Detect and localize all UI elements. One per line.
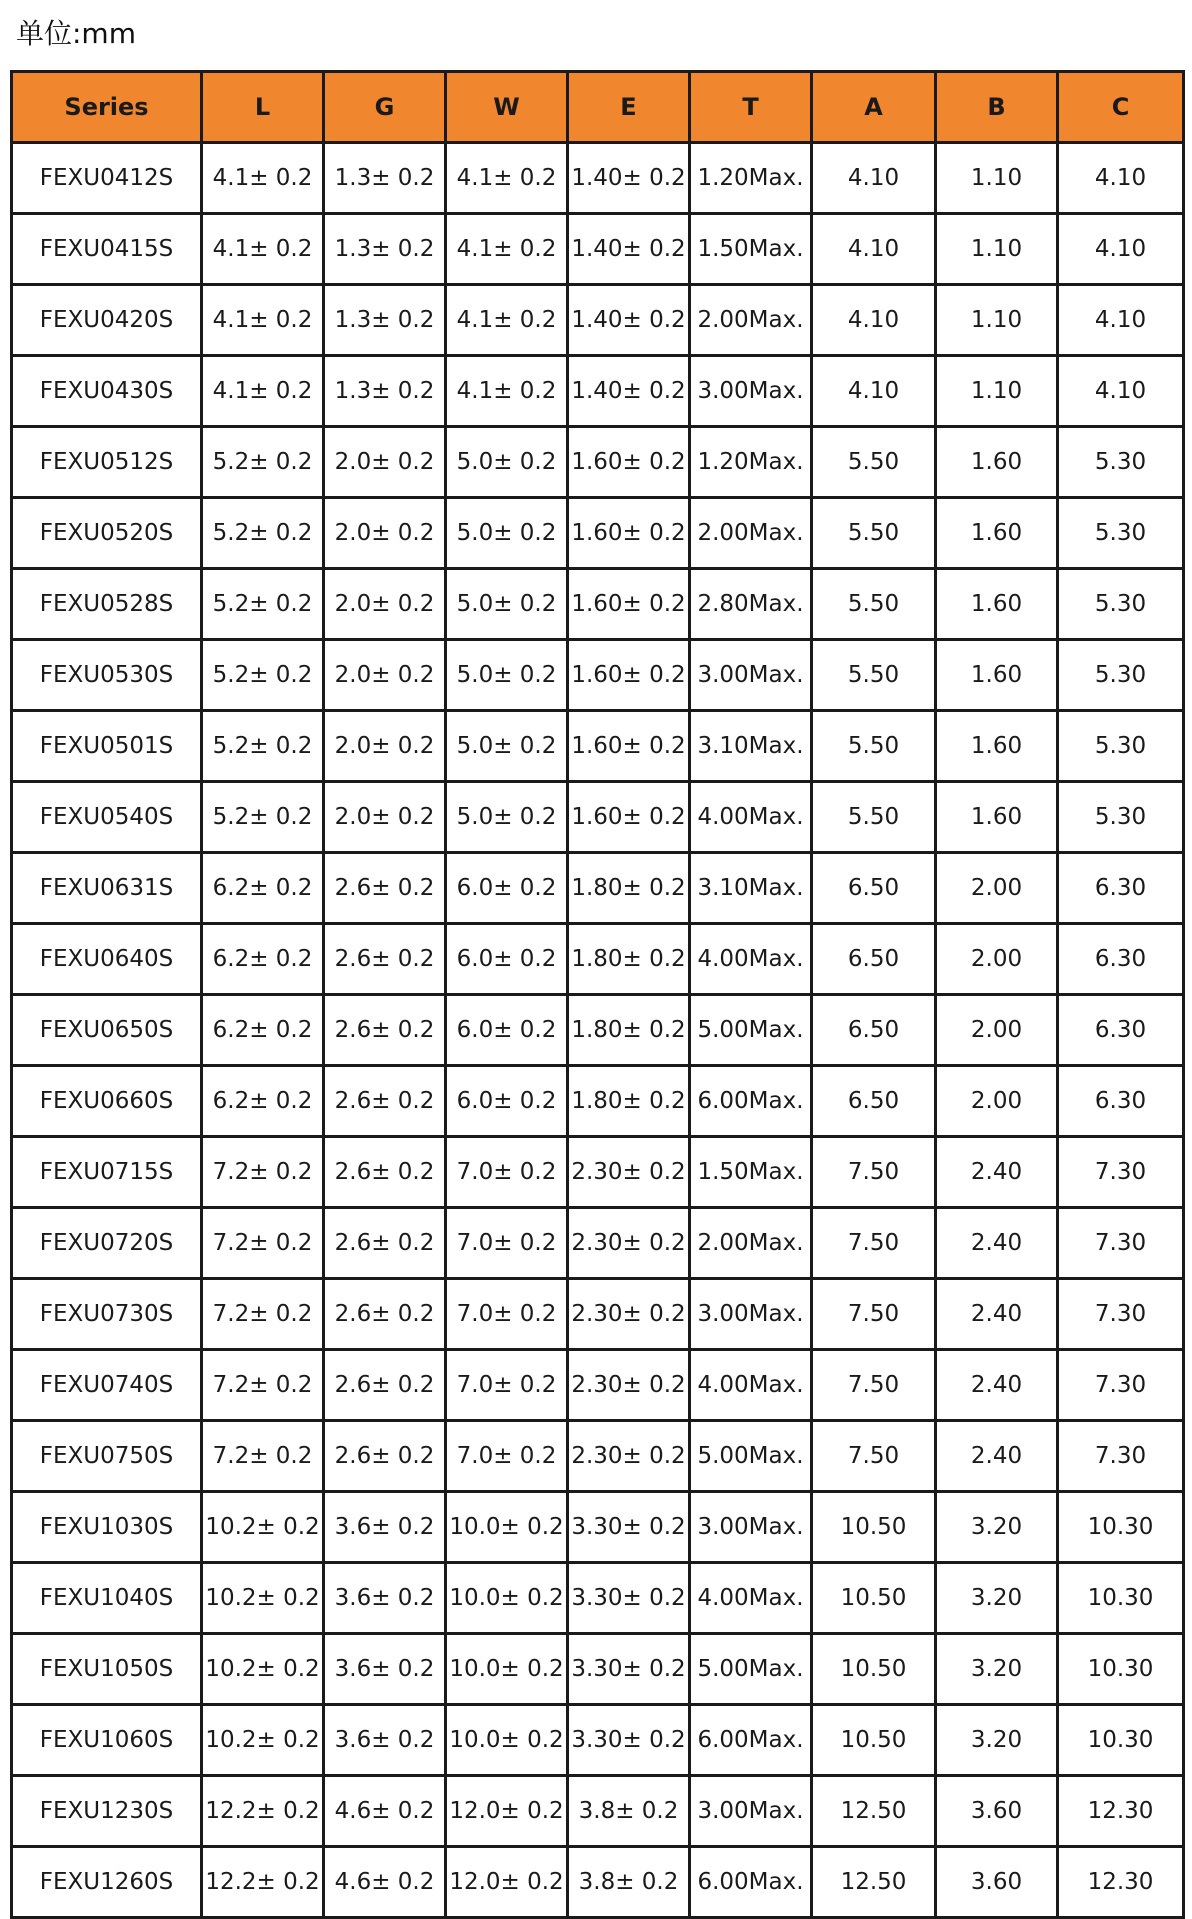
- cell-l: 5.2± 0.2: [202, 640, 324, 711]
- cell-a: 10.50: [812, 1563, 936, 1634]
- cell-g: 1.3± 0.2: [324, 214, 446, 285]
- cell-t: 6.00Max.: [690, 1705, 812, 1776]
- cell-l: 7.2± 0.2: [202, 1279, 324, 1350]
- cell-e: 1.80± 0.2: [568, 924, 690, 995]
- cell-a: 12.50: [812, 1847, 936, 1918]
- cell-w: 5.0± 0.2: [446, 427, 568, 498]
- cell-t: 1.50Max.: [690, 214, 812, 285]
- cell-c: 6.30: [1058, 995, 1184, 1066]
- cell-a: 4.10: [812, 143, 936, 214]
- table-header: [12, 72, 1184, 143]
- cell-b: 2.00: [936, 995, 1058, 1066]
- cell-b: 1.60: [936, 569, 1058, 640]
- column-header-b: B: [936, 72, 1058, 143]
- cell-e: 3.8± 0.2: [568, 1847, 690, 1918]
- cell-e: 2.30± 0.2: [568, 1279, 690, 1350]
- cell-b: 1.60: [936, 711, 1058, 782]
- cell-series: FEXU0660S: [12, 1066, 202, 1137]
- cell-a: 7.50: [812, 1208, 936, 1279]
- cell-c: 10.30: [1058, 1492, 1184, 1563]
- cell-e: 1.80± 0.2: [568, 853, 690, 924]
- cell-b: 2.00: [936, 924, 1058, 995]
- cell-b: 3.20: [936, 1705, 1058, 1776]
- cell-b: 3.60: [936, 1847, 1058, 1918]
- cell-w: 7.0± 0.2: [446, 1208, 568, 1279]
- cell-g: 3.6± 0.2: [324, 1705, 446, 1776]
- cell-t: 3.10Max.: [690, 853, 812, 924]
- cell-t: 3.00Max.: [690, 640, 812, 711]
- cell-a: 7.50: [812, 1137, 936, 1208]
- cell-w: 4.1± 0.2: [446, 356, 568, 427]
- cell-c: 7.30: [1058, 1350, 1184, 1421]
- cell-l: 5.2± 0.2: [202, 782, 324, 853]
- table-row: [12, 995, 1184, 1066]
- cell-series: FEXU0512S: [12, 427, 202, 498]
- cell-t: 6.00Max.: [690, 1066, 812, 1137]
- cell-a: 4.10: [812, 356, 936, 427]
- cell-t: 1.20Max.: [690, 143, 812, 214]
- cell-c: 5.30: [1058, 640, 1184, 711]
- cell-g: 2.6± 0.2: [324, 924, 446, 995]
- cell-e: 1.60± 0.2: [568, 498, 690, 569]
- cell-a: 5.50: [812, 498, 936, 569]
- cell-g: 2.6± 0.2: [324, 995, 446, 1066]
- cell-series: FEXU0650S: [12, 995, 202, 1066]
- cell-e: 1.80± 0.2: [568, 995, 690, 1066]
- cell-g: 3.6± 0.2: [324, 1492, 446, 1563]
- cell-g: 3.6± 0.2: [324, 1634, 446, 1705]
- cell-w: 10.0± 0.2: [446, 1563, 568, 1634]
- cell-series: FEXU0412S: [12, 143, 202, 214]
- cell-w: 7.0± 0.2: [446, 1350, 568, 1421]
- cell-a: 10.50: [812, 1492, 936, 1563]
- cell-l: 5.2± 0.2: [202, 569, 324, 640]
- cell-series: FEXU1260S: [12, 1847, 202, 1918]
- cell-w: 6.0± 0.2: [446, 853, 568, 924]
- table-row: [12, 285, 1184, 356]
- table-row: [12, 1776, 1184, 1847]
- cell-e: 1.60± 0.2: [568, 782, 690, 853]
- table-row: [12, 782, 1184, 853]
- cell-a: 10.50: [812, 1705, 936, 1776]
- cell-series: FEXU0740S: [12, 1350, 202, 1421]
- cell-t: 2.00Max.: [690, 1208, 812, 1279]
- cell-a: 12.50: [812, 1776, 936, 1847]
- cell-t: 3.00Max.: [690, 356, 812, 427]
- cell-g: 2.0± 0.2: [324, 427, 446, 498]
- cell-series: FEXU1040S: [12, 1563, 202, 1634]
- cell-t: 4.00Max.: [690, 1563, 812, 1634]
- cell-t: 4.00Max.: [690, 782, 812, 853]
- cell-l: 7.2± 0.2: [202, 1421, 324, 1492]
- cell-l: 7.2± 0.2: [202, 1137, 324, 1208]
- cell-g: 2.0± 0.2: [324, 640, 446, 711]
- cell-l: 6.2± 0.2: [202, 1066, 324, 1137]
- cell-series: FEXU1230S: [12, 1776, 202, 1847]
- column-header-l: L: [202, 72, 324, 143]
- cell-g: 4.6± 0.2: [324, 1847, 446, 1918]
- cell-l: 12.2± 0.2: [202, 1776, 324, 1847]
- cell-l: 10.2± 0.2: [202, 1563, 324, 1634]
- cell-series: FEXU0528S: [12, 569, 202, 640]
- cell-g: 3.6± 0.2: [324, 1563, 446, 1634]
- cell-l: 7.2± 0.2: [202, 1208, 324, 1279]
- cell-a: 6.50: [812, 1066, 936, 1137]
- cell-a: 6.50: [812, 853, 936, 924]
- cell-e: 3.30± 0.2: [568, 1492, 690, 1563]
- table-row: [12, 143, 1184, 214]
- cell-b: 1.60: [936, 498, 1058, 569]
- table-row: [12, 1279, 1184, 1350]
- cell-b: 1.60: [936, 427, 1058, 498]
- cell-w: 4.1± 0.2: [446, 285, 568, 356]
- cell-b: 2.40: [936, 1279, 1058, 1350]
- cell-w: 10.0± 0.2: [446, 1634, 568, 1705]
- cell-g: 2.6± 0.2: [324, 1137, 446, 1208]
- cell-g: 1.3± 0.2: [324, 143, 446, 214]
- cell-w: 7.0± 0.2: [446, 1421, 568, 1492]
- cell-l: 4.1± 0.2: [202, 214, 324, 285]
- cell-c: 4.10: [1058, 356, 1184, 427]
- cell-e: 1.40± 0.2: [568, 143, 690, 214]
- cell-c: 7.30: [1058, 1208, 1184, 1279]
- cell-l: 10.2± 0.2: [202, 1705, 324, 1776]
- column-header-c: C: [1058, 72, 1184, 143]
- cell-e: 2.30± 0.2: [568, 1208, 690, 1279]
- table-row: [12, 498, 1184, 569]
- cell-series: FEXU0720S: [12, 1208, 202, 1279]
- cell-series: FEXU0530S: [12, 640, 202, 711]
- cell-w: 6.0± 0.2: [446, 924, 568, 995]
- column-header-e: E: [568, 72, 690, 143]
- cell-c: 4.10: [1058, 143, 1184, 214]
- cell-t: 2.00Max.: [690, 498, 812, 569]
- cell-e: 1.40± 0.2: [568, 285, 690, 356]
- cell-a: 7.50: [812, 1421, 936, 1492]
- cell-e: 1.40± 0.2: [568, 356, 690, 427]
- cell-b: 1.60: [936, 782, 1058, 853]
- cell-w: 7.0± 0.2: [446, 1137, 568, 1208]
- cell-t: 5.00Max.: [690, 1634, 812, 1705]
- cell-b: 3.20: [936, 1492, 1058, 1563]
- table-row: [12, 356, 1184, 427]
- cell-t: 2.00Max.: [690, 285, 812, 356]
- cell-g: 2.6± 0.2: [324, 1421, 446, 1492]
- cell-t: 4.00Max.: [690, 1350, 812, 1421]
- cell-g: 2.0± 0.2: [324, 498, 446, 569]
- cell-w: 7.0± 0.2: [446, 1279, 568, 1350]
- cell-b: 2.40: [936, 1137, 1058, 1208]
- cell-series: FEXU1050S: [12, 1634, 202, 1705]
- cell-c: 5.30: [1058, 711, 1184, 782]
- cell-t: 3.00Max.: [690, 1492, 812, 1563]
- table-row: [12, 1137, 1184, 1208]
- cell-c: 7.30: [1058, 1421, 1184, 1492]
- cell-e: 2.30± 0.2: [568, 1137, 690, 1208]
- cell-g: 2.6± 0.2: [324, 1208, 446, 1279]
- cell-b: 1.10: [936, 356, 1058, 427]
- cell-w: 6.0± 0.2: [446, 995, 568, 1066]
- cell-g: 4.6± 0.2: [324, 1776, 446, 1847]
- table-row: [12, 1208, 1184, 1279]
- cell-g: 2.0± 0.2: [324, 569, 446, 640]
- cell-c: 5.30: [1058, 782, 1184, 853]
- cell-series: FEXU0730S: [12, 1279, 202, 1350]
- cell-series: FEXU0631S: [12, 853, 202, 924]
- table-row: [12, 1421, 1184, 1492]
- cell-e: 1.60± 0.2: [568, 711, 690, 782]
- cell-l: 7.2± 0.2: [202, 1350, 324, 1421]
- cell-t: 2.80Max.: [690, 569, 812, 640]
- cell-w: 5.0± 0.2: [446, 711, 568, 782]
- column-header-g: G: [324, 72, 446, 143]
- cell-c: 12.30: [1058, 1847, 1184, 1918]
- cell-e: 3.30± 0.2: [568, 1563, 690, 1634]
- header-row: [12, 72, 1184, 143]
- cell-c: 5.30: [1058, 569, 1184, 640]
- table-body: [12, 143, 1184, 1918]
- cell-e: 2.30± 0.2: [568, 1350, 690, 1421]
- table-row: [12, 853, 1184, 924]
- cell-b: 3.20: [936, 1634, 1058, 1705]
- cell-c: 5.30: [1058, 427, 1184, 498]
- table-row: [12, 427, 1184, 498]
- cell-t: 4.00Max.: [690, 924, 812, 995]
- cell-g: 2.6± 0.2: [324, 853, 446, 924]
- cell-t: 6.00Max.: [690, 1847, 812, 1918]
- unit-label: 单位:mm: [16, 17, 136, 50]
- cell-t: 5.00Max.: [690, 995, 812, 1066]
- cell-l: 12.2± 0.2: [202, 1847, 324, 1918]
- cell-g: 2.0± 0.2: [324, 782, 446, 853]
- cell-b: 2.40: [936, 1208, 1058, 1279]
- cell-c: 7.30: [1058, 1137, 1184, 1208]
- cell-l: 4.1± 0.2: [202, 356, 324, 427]
- cell-c: 7.30: [1058, 1279, 1184, 1350]
- cell-e: 3.30± 0.2: [568, 1634, 690, 1705]
- cell-l: 5.2± 0.2: [202, 711, 324, 782]
- column-header-w: W: [446, 72, 568, 143]
- table-row: [12, 1066, 1184, 1137]
- cell-w: 10.0± 0.2: [446, 1492, 568, 1563]
- cell-series: FEXU0430S: [12, 356, 202, 427]
- table-row: [12, 640, 1184, 711]
- cell-t: 5.00Max.: [690, 1421, 812, 1492]
- table-row: [12, 214, 1184, 285]
- cell-e: 3.8± 0.2: [568, 1776, 690, 1847]
- cell-c: 10.30: [1058, 1563, 1184, 1634]
- cell-e: 1.60± 0.2: [568, 427, 690, 498]
- cell-c: 6.30: [1058, 1066, 1184, 1137]
- cell-e: 1.60± 0.2: [568, 640, 690, 711]
- cell-e: 1.80± 0.2: [568, 1066, 690, 1137]
- cell-a: 6.50: [812, 995, 936, 1066]
- cell-g: 2.6± 0.2: [324, 1066, 446, 1137]
- table-row: [12, 1847, 1184, 1918]
- cell-l: 4.1± 0.2: [202, 285, 324, 356]
- table-row: [12, 1705, 1184, 1776]
- cell-series: FEXU1030S: [12, 1492, 202, 1563]
- cell-b: 1.10: [936, 285, 1058, 356]
- column-header-t: T: [690, 72, 812, 143]
- cell-a: 4.10: [812, 214, 936, 285]
- cell-l: 5.2± 0.2: [202, 427, 324, 498]
- cell-t: 3.00Max.: [690, 1279, 812, 1350]
- cell-series: FEXU0640S: [12, 924, 202, 995]
- table-row: [12, 924, 1184, 995]
- cell-c: 10.30: [1058, 1705, 1184, 1776]
- column-header-series: Series: [12, 72, 202, 143]
- cell-series: FEXU0420S: [12, 285, 202, 356]
- cell-b: 3.20: [936, 1563, 1058, 1634]
- cell-t: 3.10Max.: [690, 711, 812, 782]
- cell-b: 1.10: [936, 214, 1058, 285]
- cell-t: 3.00Max.: [690, 1776, 812, 1847]
- table-row: [12, 1634, 1184, 1705]
- cell-series: FEXU0501S: [12, 711, 202, 782]
- table-row: [12, 569, 1184, 640]
- cell-c: 6.30: [1058, 853, 1184, 924]
- cell-b: 2.00: [936, 1066, 1058, 1137]
- cell-w: 12.0± 0.2: [446, 1847, 568, 1918]
- cell-w: 4.1± 0.2: [446, 214, 568, 285]
- cell-series: FEXU0715S: [12, 1137, 202, 1208]
- cell-series: FEXU0415S: [12, 214, 202, 285]
- cell-e: 1.60± 0.2: [568, 569, 690, 640]
- cell-series: FEXU0540S: [12, 782, 202, 853]
- cell-b: 1.10: [936, 143, 1058, 214]
- cell-a: 5.50: [812, 427, 936, 498]
- cell-a: 5.50: [812, 569, 936, 640]
- cell-g: 2.6± 0.2: [324, 1279, 446, 1350]
- cell-a: 5.50: [812, 711, 936, 782]
- cell-w: 5.0± 0.2: [446, 782, 568, 853]
- cell-e: 3.30± 0.2: [568, 1705, 690, 1776]
- cell-w: 5.0± 0.2: [446, 569, 568, 640]
- cell-b: 2.00: [936, 853, 1058, 924]
- cell-w: 5.0± 0.2: [446, 498, 568, 569]
- table-row: [12, 1492, 1184, 1563]
- cell-g: 1.3± 0.2: [324, 285, 446, 356]
- cell-c: 12.30: [1058, 1776, 1184, 1847]
- cell-t: 1.20Max.: [690, 427, 812, 498]
- cell-a: 5.50: [812, 782, 936, 853]
- dimension-table: [10, 70, 1185, 1919]
- cell-l: 4.1± 0.2: [202, 143, 324, 214]
- table-row: [12, 1563, 1184, 1634]
- cell-b: 2.40: [936, 1421, 1058, 1492]
- cell-b: 3.60: [936, 1776, 1058, 1847]
- table-row: [12, 1350, 1184, 1421]
- cell-e: 2.30± 0.2: [568, 1421, 690, 1492]
- cell-c: 4.10: [1058, 214, 1184, 285]
- cell-l: 6.2± 0.2: [202, 924, 324, 995]
- cell-e: 1.40± 0.2: [568, 214, 690, 285]
- cell-w: 12.0± 0.2: [446, 1776, 568, 1847]
- cell-g: 2.0± 0.2: [324, 711, 446, 782]
- cell-a: 10.50: [812, 1634, 936, 1705]
- cell-l: 6.2± 0.2: [202, 853, 324, 924]
- cell-l: 6.2± 0.2: [202, 995, 324, 1066]
- cell-w: 10.0± 0.2: [446, 1705, 568, 1776]
- cell-c: 6.30: [1058, 924, 1184, 995]
- cell-w: 5.0± 0.2: [446, 640, 568, 711]
- cell-a: 5.50: [812, 640, 936, 711]
- cell-a: 7.50: [812, 1279, 936, 1350]
- cell-series: FEXU0520S: [12, 498, 202, 569]
- cell-b: 2.40: [936, 1350, 1058, 1421]
- cell-a: 6.50: [812, 924, 936, 995]
- cell-a: 4.10: [812, 285, 936, 356]
- cell-series: FEXU0750S: [12, 1421, 202, 1492]
- cell-l: 5.2± 0.2: [202, 498, 324, 569]
- cell-b: 1.60: [936, 640, 1058, 711]
- cell-c: 5.30: [1058, 498, 1184, 569]
- cell-g: 2.6± 0.2: [324, 1350, 446, 1421]
- cell-a: 7.50: [812, 1350, 936, 1421]
- cell-g: 1.3± 0.2: [324, 356, 446, 427]
- cell-c: 10.30: [1058, 1634, 1184, 1705]
- cell-w: 6.0± 0.2: [446, 1066, 568, 1137]
- cell-l: 10.2± 0.2: [202, 1634, 324, 1705]
- cell-w: 4.1± 0.2: [446, 143, 568, 214]
- cell-t: 1.50Max.: [690, 1137, 812, 1208]
- cell-l: 10.2± 0.2: [202, 1492, 324, 1563]
- cell-c: 4.10: [1058, 285, 1184, 356]
- table-row: [12, 711, 1184, 782]
- cell-series: FEXU1060S: [12, 1705, 202, 1776]
- column-header-a: A: [812, 72, 936, 143]
